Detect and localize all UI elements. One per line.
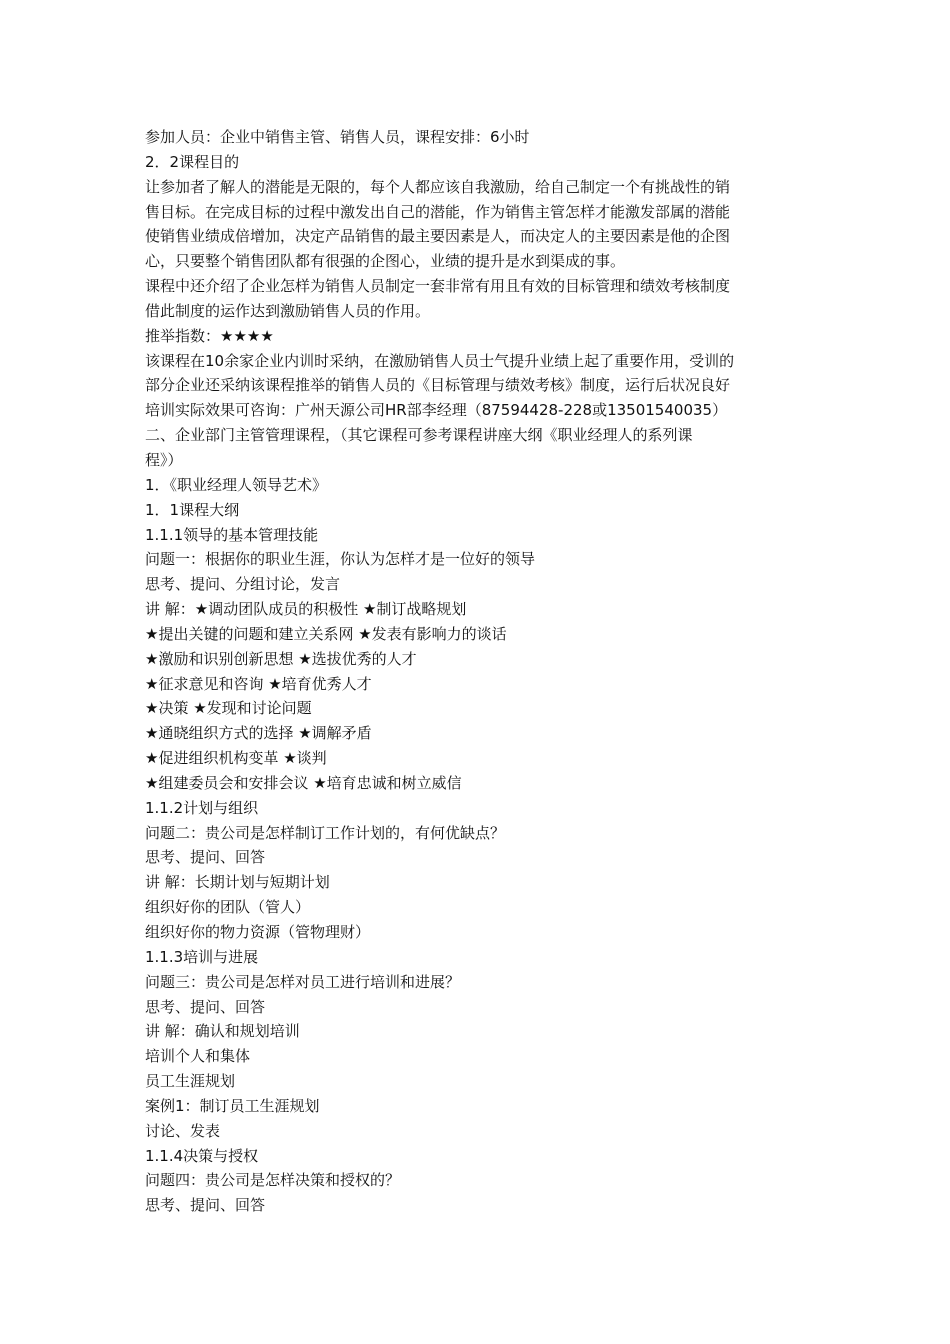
question-line: 问题一：根据你的职业生涯，你认为怎样才是一位好的领导 [145, 550, 536, 569]
text-line: 心，只要整个销售团队都有很强的企图心，业绩的提升是水到渠成的事。 [145, 252, 626, 271]
rating-line: 推举指数：★★★★ [145, 326, 274, 345]
text-line: ★促进组织机构变革 ★谈判 [145, 749, 327, 768]
question-line: 问题四：贵公司是怎样决策和授权的？ [145, 1171, 401, 1190]
subsection-heading: 1.1.1领导的基本管理技能 [145, 525, 319, 544]
text-line: 参加人员：企业中销售主管、销售人员，课程安排：6小时 [145, 128, 530, 146]
course-title: 1．《职业经理人领导艺术》 [145, 475, 328, 494]
text-line: 让参加者了解人的潜能是无限的，每个人都应该自我激励，给自己制定一个有挑战性的销 [145, 177, 731, 196]
subsection-heading: 1.1.3培训与进展 [145, 947, 259, 966]
text-line: 思考、提问、回答 [145, 1196, 266, 1215]
subsection-heading: 1.1.4决策与授权 [145, 1146, 259, 1165]
text-line: 员工生涯规划 [145, 1072, 236, 1091]
text-line: 讲 解：确认和规划培训 [145, 1022, 300, 1041]
text-line: 思考、提问、回答 [145, 997, 266, 1016]
text-line: 组织好你的物力资源（管物理财） [145, 923, 371, 941]
case-line: 案例1：制订员工生涯规划 [145, 1096, 320, 1115]
text-line: 组织好你的团队（管人） [145, 898, 311, 917]
text-line: ★激励和识别创新思想 ★选拔优秀的人才 [145, 649, 417, 668]
text-line: 培训个人和集体 [145, 1047, 251, 1066]
text-line: ★组建委员会和安排会议 ★培育忠诚和树立威信 [145, 773, 462, 792]
text-line: ★提出关键的问题和建立关系网 ★发表有影响力的谈话 [145, 624, 507, 643]
text-line: ★决策 ★发现和讨论问题 [145, 699, 312, 718]
text-line: 课程中还介绍了企业怎样为销售人员制定一套非常有用且有效的目标管理和绩效考核制度 [145, 277, 731, 296]
contact-line: 培训实际效果可咨询：广州天源公司HR部李经理（87594428-228或13501540035） [145, 401, 728, 420]
text-line: 程》） [145, 450, 183, 469]
text-line: 讨论、发表 [145, 1121, 221, 1140]
text-line: 该课程在10余家企业内训时采纳，在激励销售人员士气提升业绩上起了重要作用，受训的 [145, 351, 735, 370]
question-line: 问题三：贵公司是怎样对员工进行培训和进展？ [145, 972, 461, 991]
subsection-heading: 1.1.2计划与组织 [145, 798, 259, 817]
section-heading: 2．2课程目的 [145, 152, 240, 171]
document-page [145, 125, 810, 1218]
section-heading: 1．1课程大纲 [145, 500, 240, 519]
text-line: 部分企业还采纳该课程推举的销售人员的《目标管理与绩效考核》制度，运行后状况良好 [145, 376, 731, 395]
text-line: 思考、提问、回答 [145, 848, 266, 867]
text-line: 售目标。在完成目标的过程中激发出自己的潜能，作为销售主管怎样才能激发部属的潜能 [145, 202, 731, 221]
text-line: ★通晓组织方式的选择 ★调解矛盾 [145, 724, 372, 743]
text-line: 思考、提问、分组讨论，发言 [145, 575, 341, 594]
question-line: 问题二：贵公司是怎样制订工作计划的，有何优缺点？ [145, 823, 506, 842]
section-heading: 二、企业部门主管管理课程，（其它课程可参考课程讲座大纲《职业经理人的系列课 [145, 426, 693, 445]
text-line: ★征求意见和咨询 ★培育优秀人才 [145, 674, 372, 693]
text-line: 使销售业绩成倍增加，决定产品销售的最主要因素是人，而决定人的主要因素是他的企图 [145, 227, 731, 246]
text-line: 讲 解：长期计划与短期计划 [145, 873, 330, 892]
text-line: 借此制度的运作达到激励销售人员的作用。 [145, 301, 431, 320]
text-line: 讲 解：★调动团队成员的积极性 ★制订战略规划 [145, 600, 467, 619]
